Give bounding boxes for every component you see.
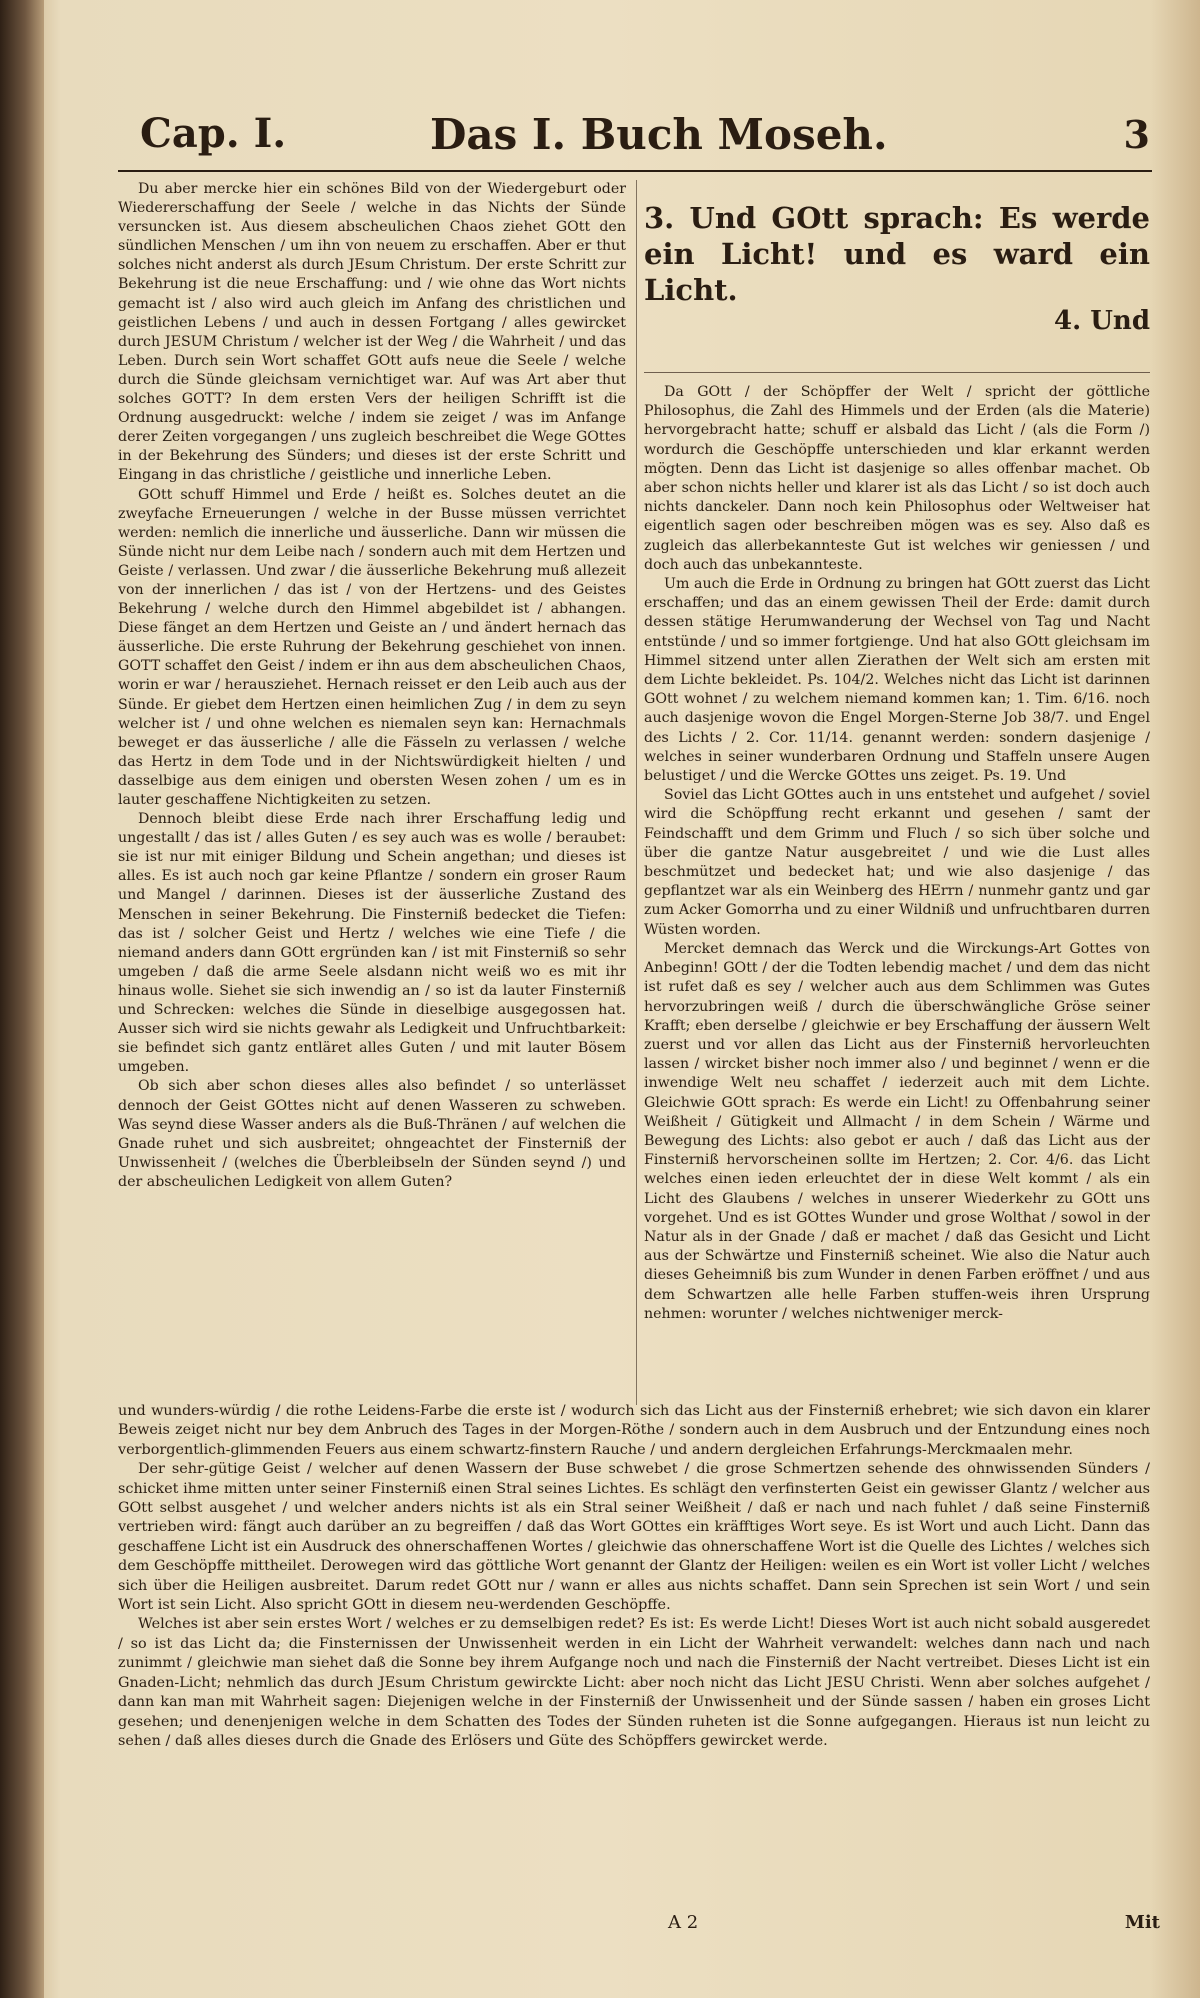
- left-column: [118, 180, 626, 1402]
- right-column: [644, 200, 1150, 1425]
- bible-verse: 3. Und GOtt sprach: Es werde ein Licht! und es ward ein Licht.: [644, 201, 1150, 307]
- bottom-paragraph-1: und wunders-würdig / die rothe Leidens-Farbe die erste ist / wodurch sich das Licht aus der Finsterniß erhebret; wie sich davon ein klarer Beweis zeiget nicht nur bey dem Anbruch des Tages in der Morgen-Röthe / sondern auch in dem Ausbruch und der Entzundung eines noch verborgentlich-glimmenden Feuers aus einem schwartz-finstern Rauche / und andern dergleichen Erfahrungs-Merckmaalen mehr.: [118, 1403, 1150, 1458]
- header-rule: [118, 170, 1152, 172]
- chapter-label: Cap. I.: [140, 110, 287, 157]
- column-divider: [636, 180, 637, 1405]
- right-paragraph-1: Da GOtt / der Schöpffer der Welt / spricht der göttliche Philosophus, die Zahl des Himmels und der Erden (als die Materie) hervorgebracht hatte; schuff er alsbald das Licht / (als die Form /) wordurch die Geschöpffe unterschieden und klar erkannt werden mögten. Denn das Licht ist dasjenige so alles offenbar machet. Ob aber schon nichts heller und klarer ist als das Licht / so ist doch auch nichts danckeler. Dann noch kein Philosophus oder Weltweiser hat eigentlich sagen oder beschreiben mögen was es sey. Also daß es zugleich das allerbekannteste Gut ist welches wir geniessen / und doch auch das unbekannteste.: [644, 384, 1150, 573]
- book-spine: [0, 0, 44, 1998]
- book-page: [40, 40, 1160, 1960]
- commentary-body: [644, 383, 1150, 1324]
- right-paragraph-3: Soviel das Licht GOttes auch in uns entstehet und aufgehet / soviel wird die Schöpffung recht erkannt und gesehen / samt der Feindschafft und dem Grimm und Fluch / so sich über solche und über die gantze Natur ausgebreitet / und wie die Lust alles beschmützet und bedecket hat; und wie also dasjenige / das gepflantzet war als ein Weinberg des HErrn / nunmehr gantz und gar zum Acker Gomorrha und zu einer Wildniß und unfruchtbaren durren Wüsten worden.: [644, 787, 1150, 938]
- left-paragraph-2: GOtt schuff Himmel und Erde / heißt es. Solches deutet an die zweyfache Erneuerungen / welche in der Busse müssen verrichtet werden: nemlich die innerliche und äusserliche. Dann wir müssen die Sünde nicht nur dem Leibe nach / sondern auch mit dem Hertzen und Geiste / verlassen. Und zwar / die äusserliche Bekehrung muß allezeit von der innerlichen / das ist / von der Hertzens- und des Geistes Bekehrung / welche durch den Himmel abgebildet ist / abhangen. Diese fänget an dem Hertzen und Geiste an / und ändert hernach das äusserliche. Die erste Ruhrung der Bekehrung geschiehet von innen. GOTT schaffet den Geist / indem er ihn aus dem abscheulichen Chaos, worin er war / herausziehet. Hernach reisset er den Leib auch aus der Sünde. Er giebet dem Hertzen einen heimlichen Zug / in dem zu seyn welcher ist / und ohne welchen es niemalen seyn kan: Hernachmals beweget er das äusserliche / alle die Fässeln zu verlassen / welche das Hertz in dem Tode und in der Nichtswürdigkeit hielten / und dasselbige aus dem einigen und obersten Wesen zohen / um es in lauter geschaffene Nichtigkeiten zu setzen.: [118, 486, 626, 808]
- left-paragraph-3: Dennoch bleibt diese Erde nach ihrer Erschaffung ledig und ungestallt / das ist / alles Guten / es sey auch was es wolle / beraubet: sie ist nur mit einiger Bildung und Schein angethan; und dieses ist alles. Es ist auch noch gar keine Pflantze / sondern ein groser Raum und Mangel / darinnen. Dieses ist der äusserliche Zustand des Menschen in seiner Bekehrung. Die Finsterniß bedecket die Tiefen: das ist / solcher Geist und Hertz / welches wie eine Tiefe / die niemand anders dann GOtt ergründen kan / ist mit Finsterniß so sehr umgeben / daß die arme Seele alsdann nicht weiß wo es mit ihr hinaus wolle. Siehet sie sich inwendig an / so ist da lauter Finsterniß und Schrecken: welches die Sünde in dieselbige ausgegossen hat. Ausser sich wird sie nichts gewahr als Ledigkeit und Unfruchtbarkeit: sie befindet sich gantz entläret alles Guten / und mit lauter Bösem umgeben.: [118, 811, 626, 1076]
- running-header: [40, 100, 1160, 170]
- book-title: Das I. Buch Moseh.: [430, 110, 888, 159]
- right-paragraph-4: Mercket demnach das Werck und die Wirckungs-Art Gottes von Anbeginn! GOtt / der die Todten lebendig machet / und dem das nicht ist rufet daß es sey / welcher auch aus dem Schlimmen was Gutes hervorzubringen weiß / durch die überschwängliche Gröse seiner Krafft; eben derselbe / gleichwie er bey Erschaffung der äussern Welt zuerst und vor allen das Licht aus der Finsterniß hervorleuchten lassen / wircket bisher noch immer also / und beginnet / wenn er die inwendige Welt neu schaffet / iederzeit auch mit dem Lichte. Gleichwie GOtt sprach: Es werde ein Licht! zu Offenbahrung seiner Weißheit / Gütigkeit und Allmacht / in dem Schein / Wärme und Bewegung des Lichts: also gebot er auch / daß das Licht aus der Finsterniß hervorscheinen sollte im Hertzen; 2. Cor. 4/6. das Licht welches einen ieden erleuchtet der in diese Welt kommt / als ein Licht des Glaubens / welches in unserer Wiederkehr zu GOtt uns vorgehet. Und es ist GOttes Wunder und grose Wolthat / sowol in der Natur als in der Gnade / daß er machet / daß das Gesicht und Licht aus der Schwärtze und Finsterniß scheinet. Wie also die Natur auch dieses Geheimniß bis zum Wunder in denen Farben eröffnet / und aus dem Schwartzen alle helle Farben stuffen-weis ihren Ursprung nehmen: worunter / welches nichtweniger merck-: [644, 940, 1150, 1322]
- bottom-paragraph-3: Welches ist aber sein erstes Wort / welches er zu demselbigen redet? Es ist: Es werde Licht! Dieses Wort ist auch nicht sobald ausgeredet / so ist das Licht da; die Finsternissen der Unwissenheit werden in ein Licht der Wahrheit verwandelt: welches dann nach und nach zunimmt / gleichwie man siehet daß die Sonne bey ihrem Aufgange noch und nach die Finsterniß der Nacht vertreibet. Dieses Licht ist ein Gnaden-Licht; nehmlich das durch JEsum Christum gewirckte Licht: aber noch nicht das Licht JESU Christi. Wenn aber solches aufgehet / dann kan man mit Wahrheit sagen: Diejenigen welche in der Finsterniß der Unwissenheit und der Sünde sassen / haben ein groses Licht gesehen; und denenjenigen welche in dem Schatten des Todes der Sünden ruheten ist die Sonne aufgegangen. Hieraus ist nun leicht zu sehen / daß alles dieses durch die Gnade des Erlösers und Güte des Schöpffers gewircket werde.: [118, 1616, 1150, 1749]
- footer-catchword: Mit: [1124, 1912, 1160, 1933]
- verse-rule: [644, 372, 1150, 373]
- full-width-section: [118, 1402, 1150, 1852]
- bottom-paragraph-2: Der sehr-gütige Geist / welcher auf denen Wassern der Buse schwebet / die grose Schmertzen sehende des ohnwissenden Sünders / schicket ihme mitten unter seiner Finsterniß einen Stral seines Lichtes. Es schlägt den verfinsterten Geist ein gewisser Glantz / welcher aus GOtt selbst ausgehet / und welcher anders nichts ist als ein Stral seiner Weißheit / daß er nach und nach fuhlet / daß seine Finsterniß vertrieben wird: fängt auch darüber an zu begreiffen / daß das Wort GOttes ein kräfftiges Wort seye. Es ist Wort und auch Licht. Dann das geschaffene Licht ist ein Ausdruck des ohnerschaffenen Wortes / gleichwie das ohnerschaffene Wort ist die Quelle des Lichtes / welches sich dem Geschöpffe mittheilet. Derowegen wird das göttliche Wort genannt der Glantz der Heiligen: weilen es ein Wort ist voller Licht / welches sich über die Heiligen ausbreitet. Darum redet GOtt nur / wann er alles aus nichts schaffet. Dann sein Sprechen ist sein Wort / und sein Wort ist sein Licht. Also spricht GOtt in diesem neu-werdenden Geschöpffe.: [118, 1461, 1150, 1614]
- left-paragraph-1: Du aber mercke hier ein schönes Bild von der Wiedergeburt oder Wiedererschaffung der Seele / welche in das Nichts der Sünde versuncken ist. Aus diesem abscheulichen Chaos ziehet GOtt den sündlichen Menschen / um ihn von neuem zu erschaffen. Aber er thut solches nicht anderst als durch JEsum Christum. Der erste Schritt zur Bekehrung ist die neue Erschaffung: und / wie ohne das Wort nichts gemacht ist / also wird auch gleich im Anfang des christlichen und geistlichen Lebens / und auch in dessen Fortgang / alles gewircket durch JESUM Christum / welcher ist der Weg / die Wahrheit / und das Leben. Durch sein Wort schaffet GOtt aufs neue die Seele / welche durch die Sünde gleichsam vernichtiget war. Auf was Art aber thut solches GOTT? In dem ersten Vers der heiligen Schrifft ist die Ordnung ausgedruckt: welche / indem sie zeiget / was im Anfange derer Zeiten vorgegangen / uns zugleich beschreibet die Wege GOttes in der Bekehrung des Sünders; und dieses ist der erste Schritt und Eingang in das christliche / geistliche und innerliche Leben.: [118, 181, 626, 484]
- page-footer: [40, 1912, 1160, 1942]
- signature-mark: A 2: [668, 1912, 699, 1933]
- page-number: 3: [1123, 112, 1150, 157]
- left-paragraph-4: Ob sich aber schon dieses alles also befindet / so unterlässet dennoch der Geist GOttes nicht auf denen Wasseren zu schweben. Was seynd diese Wasser anders als die Buß-Thränen / auf welchen die Gnade ruhet und sich ausbreitet; ohngeachtet der Finsterniß der Unwissenheit / (welches die Überbleibseln der Sünden seynd /) und der abscheulichen Ledigkeit von allem Guten?: [118, 1078, 626, 1190]
- verse-catchword: 4. Und: [1054, 306, 1150, 336]
- right-paragraph-2: Um auch die Erde in Ordnung zu bringen hat GOtt zuerst das Licht erschaffen; und das an einem gewissen Theil der Erde: damit durch dessen stätige Herumwanderung der Wechsel von Tag und Nacht entstünde / und so immer fortgienge. Und hat also GOtt gleichsam im Himmel sitzend unter allen Zierathen der Welt sich am ersten mit dem Lichte bekleidet. Ps. 104/2. Welches nicht das Licht ist darinnen GOtt wohnet / zu welchem niemand kommen kan; 1. Tim. 6/16. noch auch dasjenige wovon die Engel Morgen-Sterne Job 38/7. und Engel des Lichts / 2. Cor. 11/14. genannt werden: sondern dasjenige / welches in seiner wunderbaren Ordnung und Staffeln unsere Augen belustiget / und die Wercke GOttes uns zeiget. Ps. 19. Und: [644, 576, 1150, 785]
